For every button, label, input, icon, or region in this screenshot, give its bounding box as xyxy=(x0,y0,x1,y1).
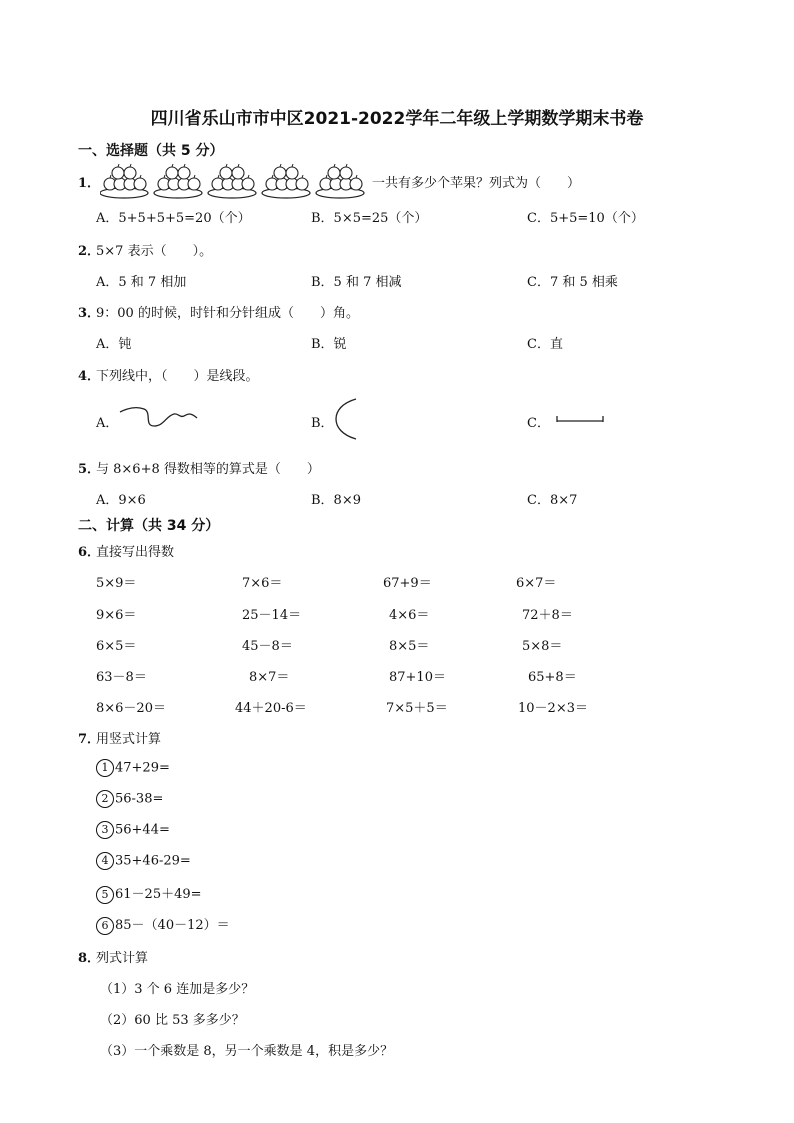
question-number: 1． xyxy=(78,176,101,191)
question-number: 8． xyxy=(78,951,101,966)
option-a: A．9×6 xyxy=(96,493,146,508)
option-b: B．锐 xyxy=(311,337,347,352)
option-a: A．钝 xyxy=(96,337,132,352)
apple-plates-image xyxy=(100,160,370,200)
apple-icon xyxy=(274,167,286,179)
apple-icon xyxy=(178,167,190,179)
calc-item: 6×7＝ xyxy=(516,576,557,591)
option-b: B．5×5=25（个） xyxy=(311,211,428,226)
apple-icon xyxy=(286,167,298,179)
line-segment-figure xyxy=(555,410,605,424)
option-a: A．5 和 7 相加 xyxy=(96,275,187,290)
option-c: C．8×7 xyxy=(527,493,578,508)
calc-item: 87+10＝ xyxy=(389,670,446,685)
calc-item: 7×6＝ xyxy=(242,576,283,591)
vertical-calc-item: 6 85－（40－12）＝ xyxy=(96,914,230,935)
option-b: B． xyxy=(311,416,334,431)
apple-icon xyxy=(134,178,146,190)
section-heading-calc: 二、计算（共 34 分） xyxy=(78,518,220,534)
calc-item: 72＋8＝ xyxy=(522,608,573,623)
curved-line-figure xyxy=(118,402,200,430)
circled-number: 5 xyxy=(96,886,114,904)
apple-icon xyxy=(124,167,136,179)
word-problem: （3）一个乘数是 8，另一个乘数是 4，积是多少？ xyxy=(100,1044,394,1059)
option-c: C． xyxy=(527,416,550,431)
option-b: B．5 和 7 相减 xyxy=(311,275,402,290)
option-a: A．5+5+5+5=20（个） xyxy=(96,211,251,226)
question-number: 7． xyxy=(78,732,101,747)
option-c: C．5+5=10（个） xyxy=(527,211,644,226)
circled-number: 2 xyxy=(96,790,114,808)
question-stem: 5×7 表示（ ）。 xyxy=(96,244,213,259)
calc-item: 44＋20-6＝ xyxy=(235,701,307,716)
calc-item: 4×6＝ xyxy=(389,608,430,623)
arc-figure xyxy=(334,397,364,441)
question-stem: 用竖式计算 xyxy=(96,732,162,747)
calc-item: 7×5＋5＝ xyxy=(386,701,448,716)
calc-item: 10－2×3＝ xyxy=(518,701,588,716)
page-title: 四川省乐山市市中区2021-2022学年二年级上学期数学期末书卷 xyxy=(150,109,644,129)
question-stem: 与 8×6+8 得数相等的算式是（ ） xyxy=(96,462,320,477)
calc-item: 5×8＝ xyxy=(522,639,563,654)
word-problem: （2）60 比 53 多多少？ xyxy=(100,1013,245,1028)
calc-item: 5×9＝ xyxy=(96,576,137,591)
apple-icon xyxy=(232,167,244,179)
calc-item: 8×7＝ xyxy=(249,670,290,685)
calc-item: 65+8＝ xyxy=(528,670,577,685)
apple-icon xyxy=(296,178,308,190)
circled-number: 4 xyxy=(96,852,114,870)
apple-icon xyxy=(350,178,362,190)
word-problem: （1）3 个 6 连加是多少？ xyxy=(100,982,255,997)
calc-item: 8×6－20＝ xyxy=(96,701,166,716)
vertical-calc-item: 4 35+46-29= xyxy=(96,852,191,870)
section-heading-choice: 一、选择题（共 5 分） xyxy=(78,143,224,159)
calc-item: 67+9＝ xyxy=(383,576,432,591)
circled-number: 3 xyxy=(96,821,114,839)
apple-icon xyxy=(188,178,200,190)
calc-item: 9×6＝ xyxy=(96,608,137,623)
option-a: A． xyxy=(96,416,119,431)
question-number: 4． xyxy=(78,369,101,384)
calc-item: 25－14＝ xyxy=(242,608,302,623)
vertical-calc-item: 2 56-38= xyxy=(96,790,163,808)
apple-icon xyxy=(242,178,254,190)
question-stem: 直接写出得数 xyxy=(96,545,175,560)
apple-icon xyxy=(328,167,340,179)
question-number: 3． xyxy=(78,306,101,321)
question-stem: 一共有多少个苹果？列式为（ ） xyxy=(372,176,581,191)
apple-icon xyxy=(340,167,352,179)
vertical-calc-item: 5 61－25＋49= xyxy=(96,883,202,904)
question-number: 2． xyxy=(78,244,101,259)
question-stem: 下列线中，（ ）是线段。 xyxy=(96,369,259,384)
question-stem: 9：00 的时候，时针和分针组成（ ）角。 xyxy=(96,306,359,321)
circled-number: 1 xyxy=(96,759,114,777)
option-c: C．直 xyxy=(527,337,563,352)
question-number: 6． xyxy=(78,545,101,560)
circled-number: 6 xyxy=(96,917,114,935)
question-stem: 列式计算 xyxy=(96,951,149,966)
question-number: 5． xyxy=(78,462,101,477)
apple-icon xyxy=(112,167,124,179)
apple-icon xyxy=(166,167,178,179)
calc-item: 63－8＝ xyxy=(96,670,147,685)
vertical-calc-item: 3 56+44= xyxy=(96,821,170,839)
calc-item: 8×5＝ xyxy=(389,639,430,654)
calc-item: 6×5＝ xyxy=(96,639,137,654)
apple-icon xyxy=(220,167,232,179)
option-c: C．7 和 5 相乘 xyxy=(527,275,618,290)
vertical-calc-item: 1 47+29= xyxy=(96,759,170,777)
calc-item: 45－8＝ xyxy=(242,639,293,654)
option-b: B．8×9 xyxy=(311,493,361,508)
